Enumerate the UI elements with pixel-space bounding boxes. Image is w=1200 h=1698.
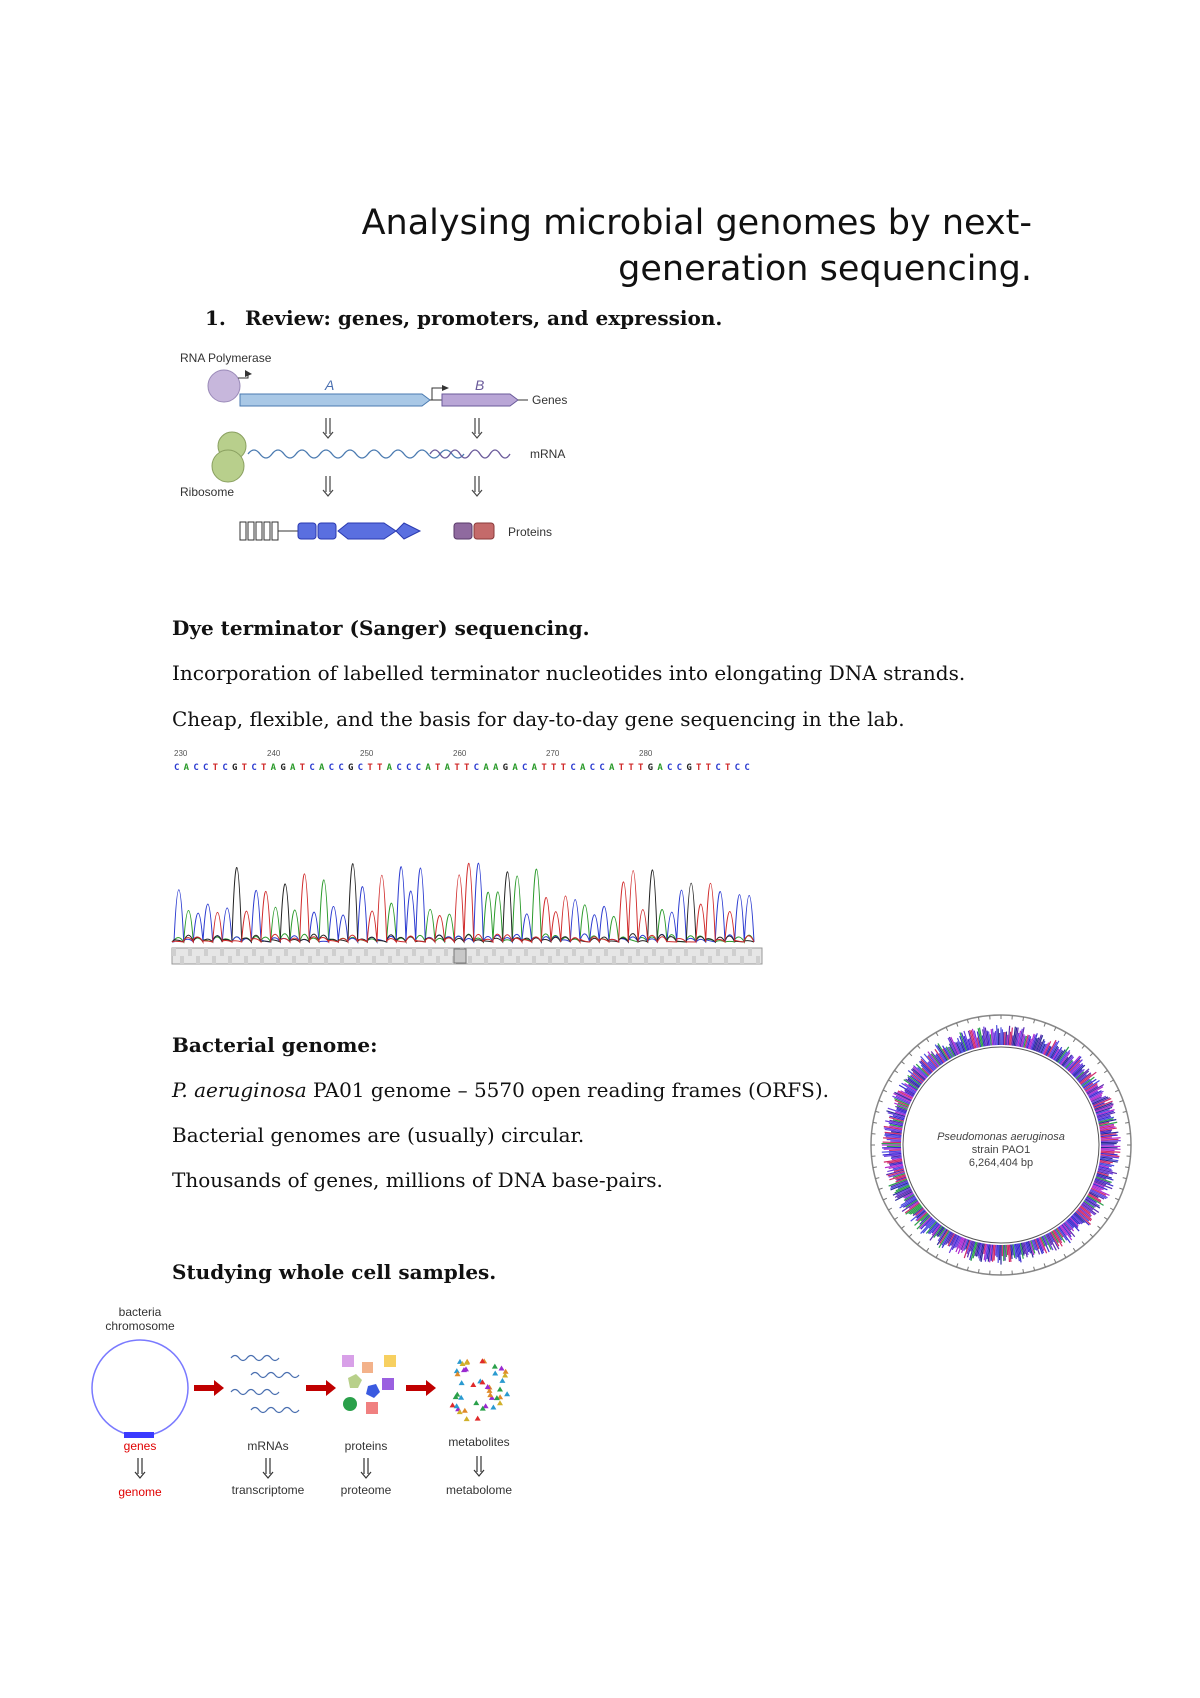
base-letter: T <box>705 763 712 773</box>
base-letter: T <box>377 763 383 773</box>
base-letter: C <box>744 763 750 773</box>
page-title: Analysing microbial genomes by next-generation sequencing. <box>361 203 1032 289</box>
position-label: 250 <box>360 749 374 758</box>
base-letter: A <box>319 763 325 773</box>
scale-tick <box>946 1027 948 1031</box>
metabolite-dot <box>490 1405 496 1410</box>
trace-c <box>172 863 754 942</box>
proteome-label: proteome <box>340 1483 392 1497</box>
scale-tick <box>1115 1198 1119 1200</box>
scale-tick <box>1034 1267 1035 1271</box>
base-letter: C <box>396 763 402 773</box>
scale-tick <box>936 1254 938 1257</box>
base-letter: C <box>174 763 180 773</box>
base-letter: A <box>512 763 518 773</box>
scale-tick <box>917 1242 920 1245</box>
position-label: 230 <box>174 749 188 758</box>
scale-tick <box>1119 1101 1123 1102</box>
scale-tick <box>873 1167 877 1168</box>
scale-tick <box>1064 1254 1066 1257</box>
genome-label: genome <box>118 1485 162 1499</box>
base-letter: A <box>290 763 296 773</box>
scale-tick <box>879 1101 883 1102</box>
genes-label: genes <box>123 1439 157 1453</box>
orf-tick <box>1007 1245 1008 1255</box>
metabolite-dot <box>464 1416 470 1421</box>
scale-tick <box>926 1039 928 1042</box>
scale-tick <box>936 1032 938 1035</box>
base-letter: A <box>444 763 451 773</box>
mrna-label: mRNA <box>530 447 566 461</box>
base-letter: T <box>464 763 470 773</box>
base-letter: C <box>715 763 721 773</box>
genes-label: Genes <box>532 393 568 407</box>
orf-tick <box>996 1245 997 1256</box>
base-letter: A <box>580 763 586 773</box>
protein-a-chain <box>240 522 420 540</box>
base-letter: T <box>435 763 441 773</box>
metabolites-label: metabolites <box>448 1435 510 1449</box>
orf-tick <box>1006 1032 1007 1046</box>
metabolite-dot <box>492 1364 498 1369</box>
genome-line-2: Bacterial genomes are (usually) circular. <box>172 1123 585 1147</box>
base-letter: A <box>183 763 190 773</box>
genome-line-3: Thousands of genes, millions of DNA base-pairs. <box>172 1168 663 1192</box>
scale-tick <box>1082 1045 1085 1048</box>
base-letter: T <box>560 763 567 773</box>
scale-tick <box>879 1188 883 1189</box>
metabolite-dot <box>459 1380 465 1385</box>
scale-tick <box>1064 1032 1066 1035</box>
sanger-heading: Dye terminator (Sanger) sequencing. <box>172 616 590 640</box>
arrow-1 <box>194 1380 224 1396</box>
base-letter: T <box>299 763 306 773</box>
scale-tick <box>1054 1259 1056 1263</box>
trace-t <box>172 863 754 942</box>
chromosome-label-2: chromosome <box>105 1319 175 1333</box>
base-letter: C <box>570 763 576 773</box>
scale-tick <box>1034 1019 1035 1023</box>
base-letter: G <box>280 763 286 773</box>
chromatogram <box>172 850 762 970</box>
scale-tick <box>1082 1242 1085 1245</box>
transcriptome-label: transcriptome <box>231 1483 305 1497</box>
scale-tick <box>1123 1111 1127 1112</box>
scale-tick <box>967 1267 968 1271</box>
base-letter: C <box>599 763 605 773</box>
orf-tick <box>995 1031 996 1045</box>
scale-tick <box>1110 1208 1113 1210</box>
base-letter: T <box>618 763 625 773</box>
base-letter: T <box>725 763 731 773</box>
section-number: 1. <box>205 306 226 330</box>
scale-tick <box>1110 1080 1113 1082</box>
base-letter: C <box>415 763 422 773</box>
scale-tick <box>1044 1263 1045 1267</box>
base-letter: G <box>686 763 692 773</box>
base-letter: A <box>609 763 615 773</box>
base-letter: C <box>222 763 228 773</box>
orf-tick <box>889 1150 901 1151</box>
metabolite-dot <box>492 1370 498 1375</box>
protein-shapes <box>342 1355 396 1414</box>
base-letter: A <box>493 763 499 773</box>
ribosome-label: Ribosome <box>180 485 235 499</box>
gene-a-arrow <box>240 394 430 406</box>
scale-tick <box>888 1080 891 1082</box>
proteins-label: Proteins <box>508 525 553 539</box>
arrow-2 <box>306 1380 336 1396</box>
sanger-line-2: Cheap, flexible, and the basis for day-to-day gene sequencing in the lab. <box>172 707 905 731</box>
gene-segment <box>124 1432 154 1438</box>
gene-a-label: A <box>325 377 335 393</box>
base-letter: G <box>348 763 354 773</box>
scale-tick <box>901 1061 904 1064</box>
base-letter: T <box>367 763 373 773</box>
species-name: P. aeruginosa <box>172 1078 307 1102</box>
base-letter: C <box>406 763 412 773</box>
scale-tick <box>901 1226 904 1229</box>
scale-tick <box>1104 1217 1107 1219</box>
scale-tick <box>1104 1070 1107 1072</box>
base-letter: T <box>551 763 557 773</box>
map-size: 6,264,404 bp <box>968 1157 1034 1169</box>
base-letter: C <box>734 763 741 773</box>
scale-tick <box>946 1259 948 1263</box>
base-letter: A <box>531 763 538 773</box>
scale-tick <box>873 1122 877 1123</box>
scale-tick <box>895 1070 898 1072</box>
scale-tick <box>1098 1061 1101 1064</box>
metabolite-dot <box>470 1382 476 1387</box>
base-letter: A <box>657 763 663 773</box>
metabolite-dot <box>498 1365 504 1370</box>
genome-line-1 <box>172 1078 829 1102</box>
orf-tick <box>887 1139 901 1140</box>
scale-tick <box>926 1248 928 1251</box>
scale-tick <box>957 1023 958 1027</box>
orf-tick <box>1101 1150 1115 1151</box>
base-letter: T <box>628 763 634 773</box>
base-letter: C <box>338 763 344 773</box>
scale-tick <box>895 1217 898 1219</box>
scale-tick <box>1054 1027 1056 1031</box>
mrnas-label: mRNAs <box>247 1439 289 1453</box>
chromosome-circle <box>92 1340 188 1436</box>
orf-tick <box>1101 1139 1119 1140</box>
orf-tick <box>1007 1035 1008 1045</box>
position-label: 270 <box>546 749 560 758</box>
scale-tick <box>883 1090 887 1092</box>
scale-tick <box>909 1234 912 1237</box>
orf-tick <box>1101 1137 1112 1138</box>
scale-tick <box>888 1208 891 1210</box>
scale-tick <box>875 1111 879 1112</box>
base-letter: C <box>193 763 199 773</box>
scale-tick <box>1090 1053 1093 1056</box>
scale-tick <box>1123 1178 1127 1179</box>
base-letter: T <box>241 763 248 773</box>
metabolite-dots <box>450 1358 511 1421</box>
scale-tick <box>917 1045 920 1048</box>
rna-polymerase-label: RNA Polymerase <box>180 351 272 365</box>
scale-tick <box>978 1269 979 1273</box>
position-label: 280 <box>639 749 653 758</box>
base-letter: T <box>454 763 460 773</box>
base-letter: C <box>251 763 257 773</box>
base-letter: A <box>483 763 489 773</box>
scale-tick <box>967 1019 968 1023</box>
scale-tick <box>909 1053 912 1056</box>
base-letter: C <box>473 763 480 773</box>
scale-tick <box>1023 1017 1024 1021</box>
sequence-readout <box>172 748 762 778</box>
sanger-line-1: Incorporation of labelled terminator nucleotides into elongating DNA strands. <box>172 661 966 685</box>
base-letter: C <box>589 763 596 773</box>
gene-expression-figure <box>170 350 590 550</box>
section-heading: Review: genes, promoters, and expression. <box>245 306 723 330</box>
arrow-3 <box>406 1380 436 1396</box>
orf-tick <box>994 1032 995 1045</box>
base-letter: T <box>696 763 702 773</box>
metabolite-dot <box>504 1391 510 1396</box>
ribosome-shape <box>212 450 244 482</box>
base-letter: G <box>647 763 654 773</box>
scale-tick <box>1073 1248 1075 1251</box>
scale-tick <box>1073 1039 1075 1042</box>
scale-tick <box>883 1198 887 1200</box>
position-label: 260 <box>453 749 467 758</box>
gene-b-label: B <box>475 377 485 393</box>
trace-a <box>172 869 754 942</box>
scale-tick <box>1098 1226 1101 1229</box>
protein-b-chain <box>454 523 494 539</box>
chromosome-label-1: bacteria <box>118 1305 162 1319</box>
scale-tick <box>1125 1167 1129 1168</box>
circular-genome-map <box>866 1010 1136 1280</box>
orf-tick <box>1005 1245 1006 1261</box>
orf-tick <box>889 1152 901 1153</box>
base-letter: C <box>667 763 673 773</box>
proteins-label-2: proteins <box>344 1439 388 1453</box>
metabolite-dot <box>497 1400 503 1405</box>
base-letter: T <box>541 763 547 773</box>
map-strain: strain PAO1 <box>971 1144 1031 1156</box>
base-letter: A <box>386 763 393 773</box>
base-letter: C <box>676 763 683 773</box>
orf-tick <box>997 1025 998 1045</box>
scale-tick <box>957 1263 958 1267</box>
scrollbar-thumb[interactable] <box>454 949 466 963</box>
base-letter: C <box>309 763 315 773</box>
base-letter: T <box>261 763 267 773</box>
scale-tick <box>875 1178 879 1179</box>
position-label: 240 <box>267 749 281 758</box>
base-letter: C <box>357 763 364 773</box>
base-letter: T <box>212 763 219 773</box>
map-species: Pseudomonas aeruginosa <box>937 1131 1065 1143</box>
trace-g <box>172 864 754 942</box>
scale-tick <box>1115 1090 1119 1092</box>
metabolome-label: metabolome <box>445 1483 513 1497</box>
scale-tick <box>1044 1023 1045 1027</box>
omics-figure <box>86 1300 526 1510</box>
scale-tick <box>978 1017 979 1021</box>
base-letter: A <box>425 763 431 773</box>
metabolite-dot <box>487 1392 493 1397</box>
base-letter: C <box>328 763 335 773</box>
gene-b-arrow <box>442 394 518 406</box>
orf-tick <box>884 1149 901 1150</box>
scale-tick <box>1119 1188 1123 1189</box>
scale-tick <box>1125 1122 1129 1123</box>
metabolite-dot <box>499 1378 505 1383</box>
base-letter: C <box>522 763 528 773</box>
whole-cell-heading: Studying whole cell samples. <box>172 1260 497 1284</box>
metabolite-dot <box>462 1408 468 1413</box>
base-letter: G <box>502 763 509 773</box>
orf-tick <box>1101 1141 1121 1142</box>
genome-line-1-rest: PA01 genome – 5570 open reading frames (ORFS). <box>306 1078 829 1102</box>
mrna-waves <box>231 1356 299 1413</box>
base-letter: A <box>270 763 277 773</box>
base-letter: G <box>232 763 238 773</box>
metabolite-dot <box>473 1400 479 1405</box>
rna-polymerase-shape <box>208 370 240 402</box>
genome-heading: Bacterial genome: <box>172 1033 378 1057</box>
scale-tick <box>1090 1234 1093 1237</box>
metabolite-dot <box>497 1387 503 1392</box>
metabolite-dot <box>454 1368 460 1373</box>
orf-tick <box>1101 1149 1121 1150</box>
metabolite-dot <box>475 1416 481 1421</box>
scale-tick <box>1023 1269 1024 1273</box>
base-letter: C <box>203 763 209 773</box>
orf-tick <box>1006 1245 1007 1257</box>
base-letter: T <box>638 763 644 773</box>
